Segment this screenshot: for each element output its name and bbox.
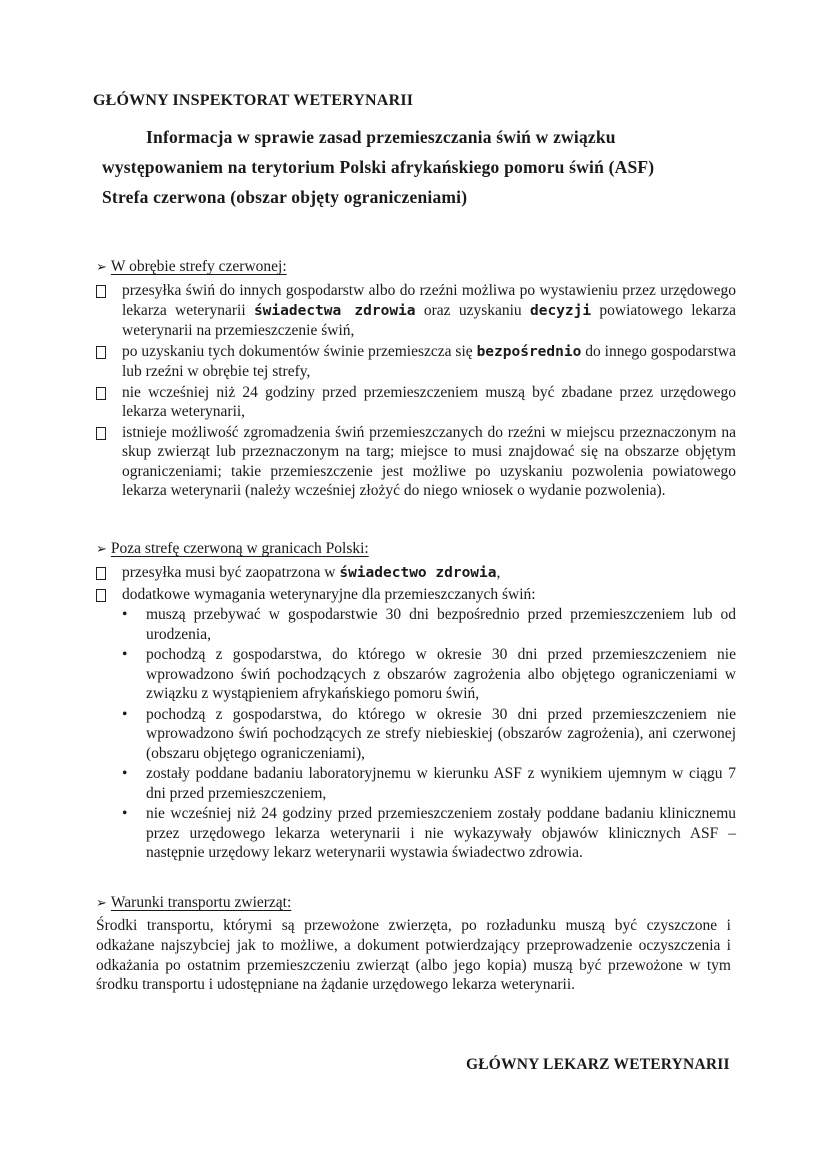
title-line-2: występowaniem na terytorium Polski afrykańskiego pomoru świń (ASF) [102, 157, 655, 177]
requirement-item [96, 804, 736, 863]
checkbox-icon [96, 387, 106, 400]
bullet-icon: • [122, 765, 128, 782]
bold-term: decyzji [530, 302, 592, 319]
bullet-icon: • [122, 646, 128, 663]
requirement-item [96, 705, 736, 764]
list-item [96, 563, 736, 584]
section-heading-outside-zone [96, 540, 369, 558]
list-item [96, 281, 736, 341]
arrow-icon: ➢ [96, 895, 107, 910]
section-heading-text: W obrębie strefy czerwonej: [110, 258, 287, 275]
requirement-text: pochodzą z gospodarstwa, do którego w okresie 30 dni przed przemieszczeniem nie wprowadzono świń pochodzących z obszarów zagrożenia albo objętego ograniczeniami w związku z wystąpieniem afrykańskiego pomoru świń, [146, 646, 736, 702]
item-text: , [496, 564, 501, 581]
requirement-text: pochodzą z gospodarstwa, do którego w okresie 30 dni przed przemieszczeniem nie wprowadzono świń pochodzących ze strefy niebieskiej (obszarów zagrożenia), ani czerwonej (obszaru objętego ograniczeniami), [146, 705, 736, 762]
bold-term: świadectwo zdrowia [339, 565, 497, 581]
transport-paragraph: Środki transportu, którymi są przewożone zwierzęta, po rozładunku muszą być czyszczone i odkażane najszybciej jak to możliwe, a dokument potwierdzający przeprowadzenie oczyszczenia i odkażania po ostatnim przemieszczeniu zwierząt (albo jego kopia) muszą być przewożone w tym środku transportu i udostępniane na żądanie urzędowego lekarza weterynarii. [96, 917, 731, 994]
requirement-item [96, 764, 736, 803]
title-line-1: Informacja w sprawie zasad przemieszczania świń w związku [146, 127, 616, 147]
arrow-icon: ➢ [96, 541, 107, 556]
requirement-text: muszą przebywać w gospodarstwie 30 dni bezpośrednio przed przemieszczeniem lub od urodzenia, [146, 606, 736, 643]
requirement-item [96, 605, 736, 644]
list-item [96, 383, 736, 422]
section-heading-transport [96, 894, 291, 912]
item-text: nie wcześniej niż 24 godziny przed przemieszczeniem muszą być zbadane przez urzędowego lekarza weterynarii, [122, 383, 736, 420]
item-text: oraz uzyskaniu [415, 301, 530, 319]
item-text: do innego gospodarstwa lub rzeźni w obrębie tej strefy, [122, 342, 737, 380]
list-item [96, 342, 736, 382]
institution-header: GŁÓWNY INSPEKTORAT WETERYNARII [93, 92, 414, 109]
section-heading-text: Warunki transportu zwierząt: [110, 894, 292, 911]
signature-title: GŁÓWNY LEKARZ WETERYNARII [466, 1056, 730, 1073]
item-text: istnieje możliwość zgromadzenia świń przemieszczanych do rzeźni w miejscu przeznaczonym na skup zwierząt lub przeznaczonym na targ; miejsce to musi znajdować się na obszarze objętym ograniczeniami; takie przemieszczenie jest możliwe po uzyskaniu pozwolenia powiatowego lekarza weterynarii (należy wcześniej złożyć do niego wniosek o wydanie pozwolenia). [122, 423, 736, 499]
arrow-icon: ➢ [96, 259, 107, 274]
bold-term: świadectwa zdrowia [253, 302, 416, 319]
section-2-list [96, 563, 736, 864]
item-text: dodatkowe wymagania weterynaryjne dla przemieszczanych świń: [122, 585, 536, 603]
checkbox-icon [96, 346, 106, 359]
checkbox-icon [96, 589, 106, 602]
section-heading-text: Poza strefę czerwoną w granicach Polski: [110, 540, 369, 557]
bullet-icon: • [122, 805, 128, 822]
list-item [96, 423, 736, 501]
item-text: przesyłka świń do innych gospodarstw albo do rzeźni możliwa po wystawieniu przez urzędowego lekarza weterynarii [122, 282, 736, 319]
item-text: po uzyskaniu tych dokumentów świnie przemieszcza się [122, 342, 477, 360]
requirement-text: zostały poddane badaniu laboratoryjnemu w kierunku ASF z wynikiem ujemnym w ciągu 7 dni przed przemieszczeniem, [146, 765, 736, 802]
section-heading-red-zone [96, 258, 287, 276]
requirement-item [96, 645, 736, 704]
checkbox-icon [96, 285, 106, 298]
section-1-list [96, 281, 736, 502]
item-text: przesyłka musi być zaopatrzona w [122, 564, 340, 581]
bullet-icon: • [122, 705, 128, 723]
bold-term: bezpośrednio [476, 343, 582, 360]
title-line-3: Strefa czerwona (obszar objęty ograniczeniami) [102, 187, 468, 207]
requirement-text: nie wcześniej niż 24 godziny przed przemieszczeniem zostały poddane badaniu klinicznemu przez urzędowego lekarza weterynarii i nie wykazywały objawów klinicznych ASF – następnie urzędowy lekarz weterynarii wystawia świadectwo zdrowia. [146, 805, 736, 861]
list-item [96, 585, 736, 605]
requirements-list [96, 605, 736, 863]
checkbox-icon [96, 567, 106, 580]
checkbox-icon [96, 427, 106, 440]
item-text: powiatowego lekarza weterynarii na przemieszczenie świń, [122, 301, 736, 339]
bullet-icon: • [122, 606, 128, 623]
